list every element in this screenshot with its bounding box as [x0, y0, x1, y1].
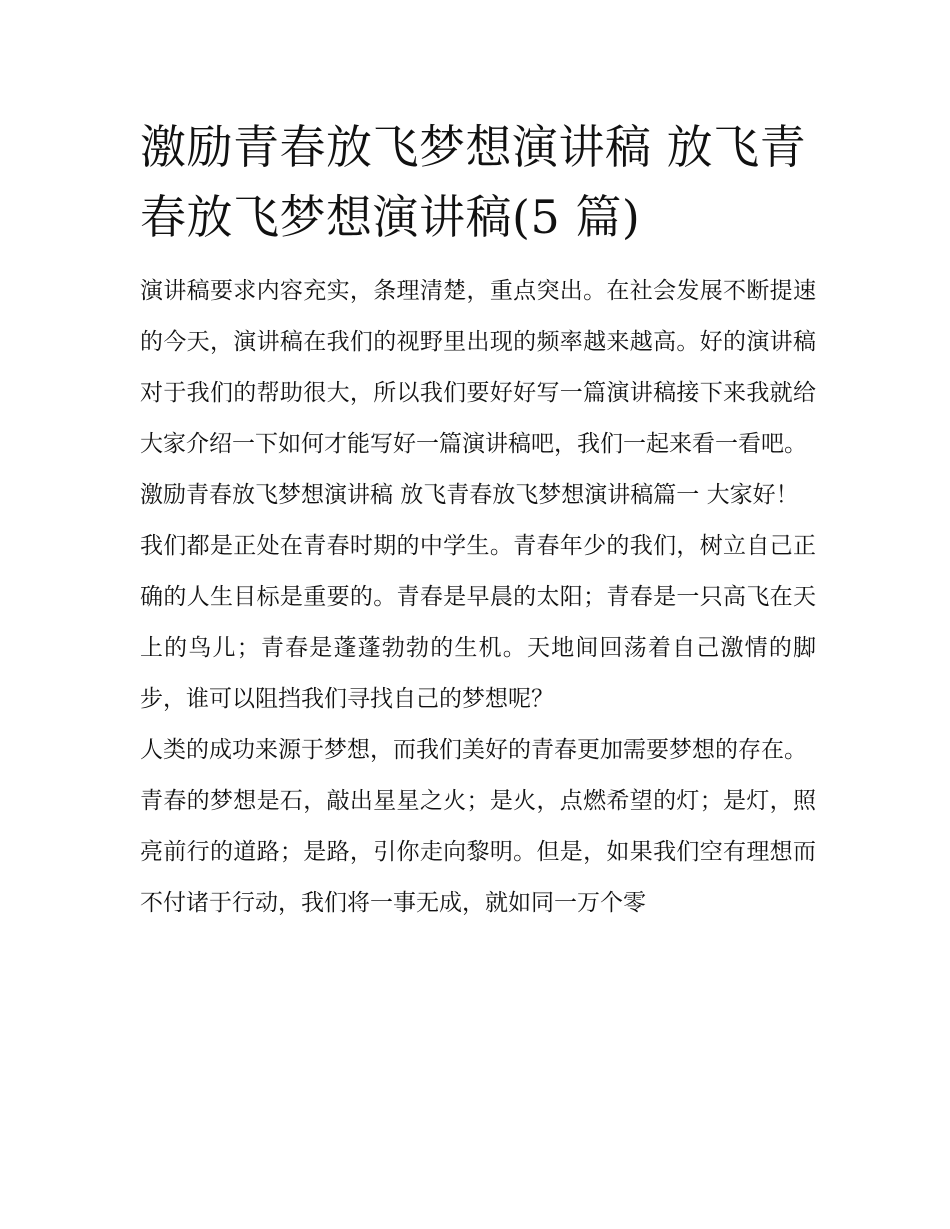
paragraph-youth: 我们都是正处在青春时期的中学生。青春年少的我们，树立自己正确的人生目标是重要的。青春是早晨的太阳；青春是一只高飞在天上的鸟儿；青春是蓬蓬勃勃的生机。天地间回荡着自己激情的脚步，谁可以阻挡我们寻找自己的梦想呢？ [140, 533, 816, 712]
paragraph-section-heading: 激励青春放飞梦想演讲稿 放飞青春放飞梦想演讲稿篇一 大家好！ [140, 482, 799, 508]
document-body [140, 112, 816, 929]
paragraph-dreams: 人类的成功来源于梦想，而我们美好的青春更加需要梦想的存在。 [140, 737, 807, 763]
document-title: 激励青春放飞梦想演讲稿 放飞青春放飞梦想演讲稿(5 篇) [140, 120, 807, 244]
paragraph-intro: 演讲稿要求内容充实，条理清楚，重点突出。在社会发展不断提速的今天，演讲稿在我们的视野里出现的频率越来越高。好的演讲稿对于我们的帮助很大，所以我们要好好写一篇演讲稿接下来我就给大家介绍一下如何才能写好一篇演讲稿吧，我们一起来看一看吧。 [140, 278, 816, 457]
paragraph-metaphor: 青春的梦想是石，敲出星星之火；是火，点燃希望的灯；是灯，照亮前行的道路；是路，引你走向黎明。但是，如果我们空有理想而不付诸于行动，我们将一事无成，就如同一万个零 [140, 788, 816, 916]
